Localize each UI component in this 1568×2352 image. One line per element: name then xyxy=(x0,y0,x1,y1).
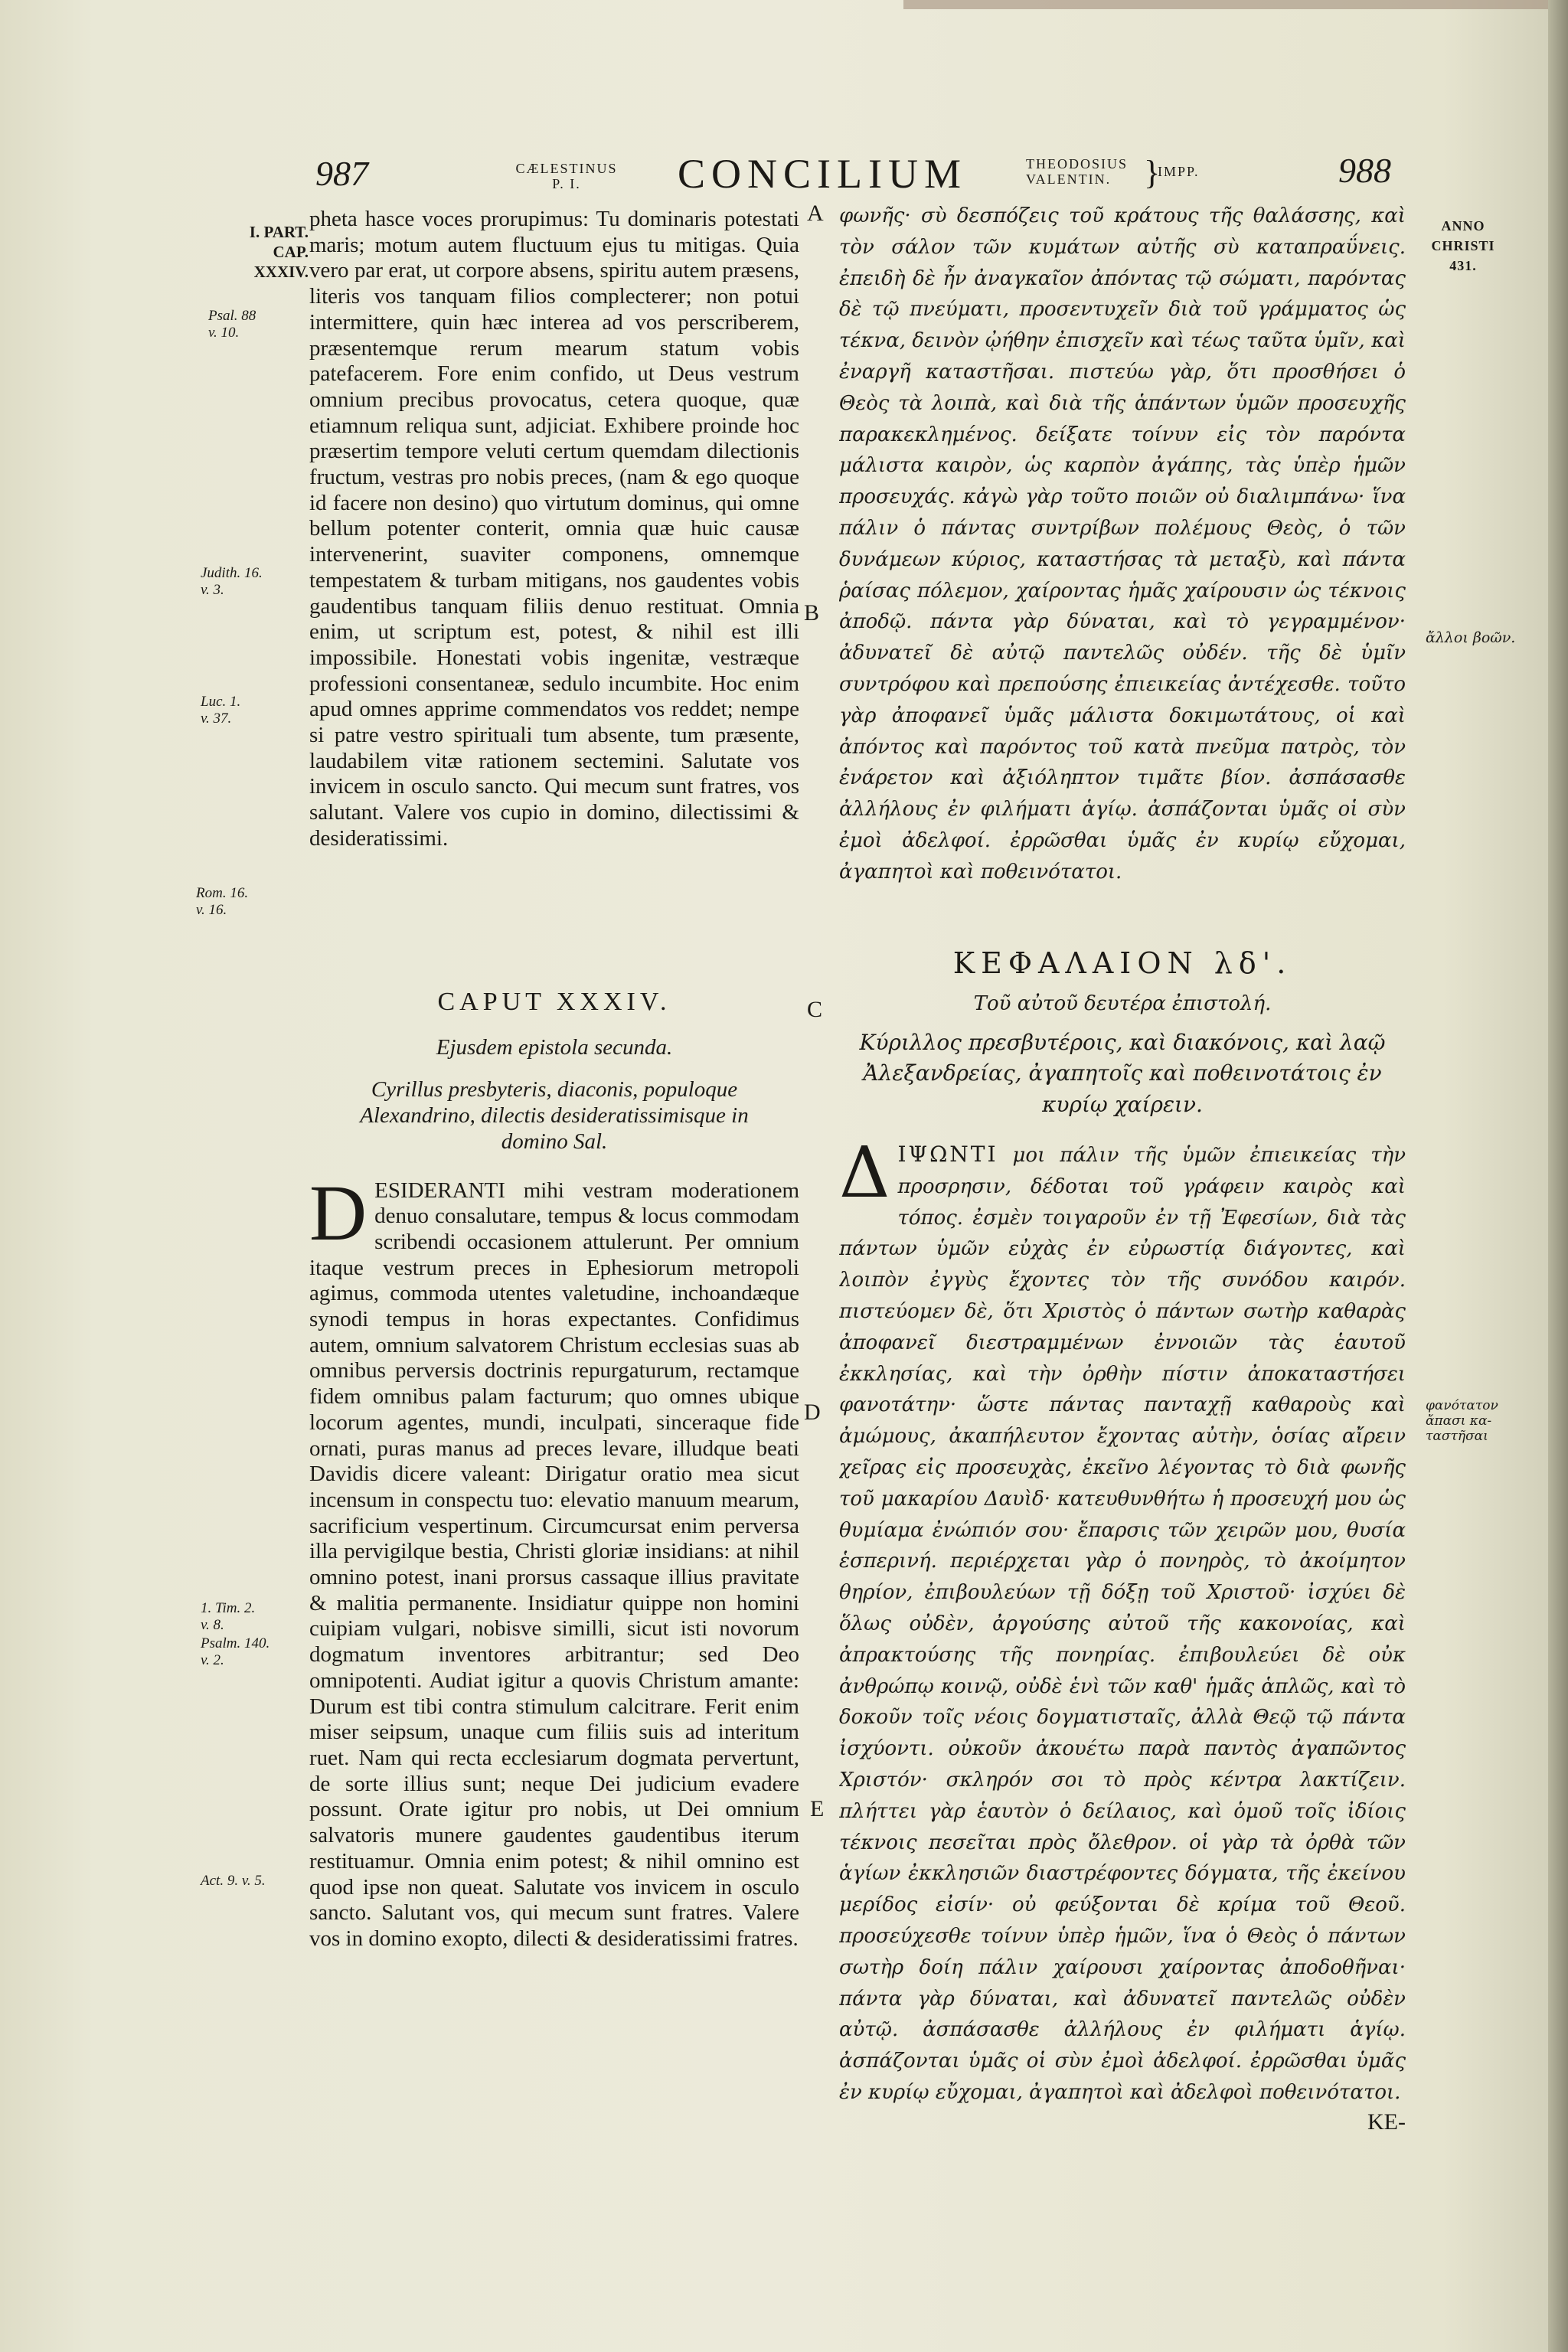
greek-column xyxy=(839,201,1406,2138)
greek-chapter-heading: ΚΕΦΑΛΑΙΟΝ λδ'. xyxy=(952,946,1292,980)
section-letter-c: C xyxy=(807,997,823,1022)
margin-ref-verse: v. 10. xyxy=(208,325,240,341)
margin-note-line: ἄπασι κα- xyxy=(1426,1413,1492,1429)
margin-variant-note-2 xyxy=(1426,1398,1498,1444)
margin-ref-verse: v. 37. xyxy=(201,710,232,727)
margin-ref-judith xyxy=(201,565,263,599)
margin-ref-acts: Act. 9. v. 5. xyxy=(201,1873,266,1889)
running-title: CONCILIUM xyxy=(678,151,967,197)
pope-name-text: CÆLESTINUS xyxy=(515,161,618,176)
margin-ref-text: Rom. 16. xyxy=(196,885,249,901)
section-letter-e: E xyxy=(810,1796,825,1821)
page-edge xyxy=(1548,0,1568,2352)
margin-anno: ANNO xyxy=(1441,218,1485,234)
margin-part: I. PART. xyxy=(249,223,309,241)
latin-paragraph-2: ESIDERANTI mihi vestram moderationem denuo consalutare, tempus & locus commodam scribendi occasionem attulerunt. Per omnium itaque vestrum preces in Ephesiorum metropoli agimus, commoda utentes valetudine, inchoandæque synodi tempus in horas expectantes. Confidimus autem, omnium salvatorem Christum ecclesias suas ab omnibus perversis doctrinis repurgaturum, rectamque fidem omnibus palam facturum; quo omnes ubique locorum agentes, mundi, inculpati, sinceraque fide ornati, puras manus ad preces levare, illudque beati Davidis dicere valeant: Dirigatur oratio mea sicut incensum in conspectu tuo: elevatio manuum mearum, sacrificium vespertinum. Circumcursat enim perversa illa pervigilque bestia, Christi gloriæ insidians: at nihil omnino potest, inani prorsus cassaque illius pravitate & malitia permanente. Insidiatur quippe non homini cuipiam vulgari, nobisve similli, sicut isti novorum dogmatum inventores arbitrantur; sed Deo omnipotenti. Audiat igitur a quovis Christum amante: Durum est tibi contra stimulum calcitrare. Ferit enim miser seipsum, unaque cum filiis suis ad interitum ruet. Nam qui recta ecclesiarum dogmata pervertunt, de sorte illius sunt; neque Dei judicium evadere possunt. Orate igitur pro nobis, ut Dei omnium salvatoris munere gaudentes gaudentibus iterum restituamur. Omnia enim potest; & nihil omnino est quod ipse non queat. Salutate vos invicem in osculo sancto. Salutant vos, qui mecum sunt fratres. Valere vos in domino exopto, dilecti & desideratissimi fratres. xyxy=(309,1178,799,1951)
margin-christi: CHRISTI xyxy=(1431,238,1495,253)
page-top-stain xyxy=(903,0,1548,9)
caput-title: CAPUT XXXIV. xyxy=(437,988,671,1016)
greek-dropcap: Δ xyxy=(839,1138,890,1214)
margin-anno-christi xyxy=(1421,216,1505,276)
margin-part-chapter xyxy=(198,222,309,282)
greek-opening-caps: ΙΨΩΝΤΙ xyxy=(897,1141,998,1167)
margin-variant-note: ἄλλοι βοῶν. xyxy=(1426,629,1516,646)
greek-body xyxy=(839,1139,1406,2104)
greek-paragraph-2: μοι πάλιν τῆς ὑμῶν ἐπιεικείας τὴν προσρησιν, δέδοται τοῦ γράφειν καιρὸς καὶ τόπος. ἐσμὲν τοιγαροῦν ἐν τῇ Ἐφεσίων, διὰ τὰς πάντων ὑμῶν εὐχὰς ἐν εὐρωστίᾳ διάγοντες, καὶ λοιπὸν ἐγγὺς ἔχοντες τὸν τῆς συνόδου καιρόν. πιστεύομεν δὲ, ὅτι Χριστὸς ὁ πάντων σωτὴρ καθαρὰς ἀποφανεῖ διεστραμμένων ἐννοιῶν τὰς ἑαυτοῦ ἐκκλησίας, καὶ τὴν ὀρθὴν πίστιν ἀποκαταστήσει φανοτάτην· ὥστε πάντας πανταχῇ καθαροὺς καὶ ἀμώμους, ἀκαπήλευτον ἔχοντας αὐτὴν, ὁσίας αἴρειν χεῖρας εἰς προσευχὰς, ἐκεῖνο λέγοντας τὸ διὰ φωνῆς τοῦ μακαρίου Δαυὶδ· κατευθυνθήτω ἡ προσευχή μου ὡς θυμίαμα ἐνώπιόν σου· ἔπαρσις τῶν χειρῶν μου, θυσία ἑσπερινή. περιέρχεται γὰρ ὁ πονηρὸς, τὸ ἀκοίμητον θηρίον, ἐπιβουλεύων τῇ δόξῃ τοῦ Χριστοῦ· ἰσχύει δὲ ὅλως οὐδὲν, ἀργούσης αὐτοῦ τῆς κακονοίας, καὶ ἀπρακτούσης τῆς πονηρίας. ἐπιβουλεύει δὲ οὐκ ἀνθρώπῳ κοινῷ, οὐδὲ ἑνὶ τῶν καθ' ἡμᾶς ἁπλῶς, καὶ τὸ δοκοῦν τοῖς νέοις δογματισταῖς, ἀλλὰ Θεῷ τῷ πάντα ἰσχύοντι. οὐκοῦν ἀκουέτω παρὰ παντὸς ἀγαπῶντος Χριστόν· σκληρόν σοι τὸ πρὸς κέντρα λακτίζειν. πλήττει γὰρ ἑαυτὸν ὁ δείλαιος, καὶ ὁμοῦ τοῖς ἰδίοις τέκνοις πεσεῖται πρὸς ὄλεθρον. οἱ γὰρ τὰ ὀρθὰ τῶν ἁγίων ἐκκλησιῶν διαστρέφοντες δόγματα, τῆς ἐκείνου μερίδος εἰσίν· οὐ φεύξονται δὲ κρίμα τοῦ Θεοῦ. προσεύχεσθε τοίνυν ὑπὲρ ἡμῶν, ἵνα ὁ Θεὸς ὁ πάντων σωτὴρ δοίη πάλιν χαίρουσι χαίροντας ἀποδοθῆναι· πάντα γὰρ δύναται, καὶ ἀδυνατεῖ παντελῶς οὐδὲν αὐτῷ. ἀσπάσασθε ἀλλήλους ἐν φιλήματι ἁγίῳ. ἀσπάζονται ὑμᾶς οἱ σὺν ἐμοὶ ἀδελφοί. ἐρρῶσθαι ὑμᾶς ἐν κυρίῳ εὔχομαι, ἀγαπητοὶ καὶ ἀδελφοὶ ποθεινότατοι. xyxy=(839,1143,1406,2104)
brace-glyph: } xyxy=(1144,154,1161,191)
section-letter-a: A xyxy=(807,201,824,226)
margin-ref-psalm88 xyxy=(208,308,256,341)
margin-ref-verse: v. 8. xyxy=(201,1617,224,1633)
margin-cap-number: XXXIV. xyxy=(253,263,309,281)
imperatores: IMPP. xyxy=(1158,164,1200,179)
pope-suffix: P. I. xyxy=(552,176,581,191)
greek-salutation: Κύριλλος πρεσβυτέροις, καὶ διακόνοις, καὶ λαῷ Ἀλεξανδρείας, ἀγαπητοῖς καὶ ποθεινοτάτοις ἐν κυρίῳ χαίρειν. xyxy=(859,1029,1386,1118)
margin-note-line: ταστῆσαι xyxy=(1426,1429,1488,1444)
margin-note-line: φανότατον xyxy=(1426,1398,1498,1413)
section-letter-d: D xyxy=(804,1400,821,1425)
margin-ref-text: Judith. 16. xyxy=(201,565,263,581)
greek-paragraph-1: φωνῆς· σὺ δεσπόζεις τοῦ κράτους τῆς θαλάσσης, καὶ τὸν σάλον τῶν κυμάτων αὐτῆς σὺ καταπραΰνεις. ἐπειδὴ δὲ ἦν ἀναγκαῖον ἀπόντας τῷ σώματι, παρόντας δὲ τῷ πνεύματι, προσεντυχεῖν διὰ τοῦ γράμματος ὡς τέκνα, δεινὸν ᾠήθην ἐπισχεῖν καὶ τέως ταῦτα ὑμῖν, καὶ ἐναργῆ καταστῆσαι. πιστεύω γὰρ, ὅτι προσθήσει ὁ Θεὸς τὰ λοιπὰ, καὶ διὰ τῆς ἁπάντων ὑμῶν προσευχῆς παρακεκλημένος. δείξατε τοίνυν εἰς τὸν παρόντα μάλιστα καιρὸν, ὡς καρπὸν ἀγάπης, τὰς ὑπὲρ ἡμῶν προσευχάς. κἀγὼ γὰρ τοῦτο ποιῶν οὐ διαλιμπάνω· ἵνα πάλιν ὁ πάντας συντρίβων πολέμους Θεὸς, ὁ τῶν δυνάμεων κύριος, καταστήσας τὰ μεταξὺ, καὶ πάντα ῥαίσας πόλεμον, χαίροντας ἡμᾶς χαίρουσιν ὡς τέκνοις ἀποδῷ. πάντα γὰρ δύναται, καὶ τὸ γεγραμμένον· ἀδυνατεῖ δὲ αὐτῷ παντελῶς οὐδέν. τῆς δὲ ὑμῖν συντρόφου καὶ πρεπούσης ἐπιεικείας ἀντέχεσθε. τοῦτο γὰρ ἀποφανεῖ ὑμᾶς μάλιστα δοκιμωτάτους, οἱ καὶ ἀπόντος καὶ παρόντος τοῦ κατὰ πνεῦμα πατρὸς, τὸν ἐνάρετον καὶ ἀξιόληπτον τιμᾶτε βίον. ἀσπάσασθε ἀλλήλους ἐν φιλήματι ἁγίῳ. ἀσπάζονται ὑμᾶς οἱ σὺν ἐμοὶ ἀδελφοί. ἐρρῶσθαι ὑμᾶς ἐν κυρίῳ εὔχομαι, ἀγαπητοὶ καὶ ποθεινότατοι. xyxy=(839,204,1406,884)
emperor-2: VALENTIN. xyxy=(1026,172,1112,187)
caput-subtitle: Ejusdem epistola secunda. xyxy=(436,1034,673,1060)
latin-body xyxy=(309,1178,799,2091)
margin-ref-verse: v. 3. xyxy=(201,582,224,598)
latin-salutation: Cyrillus presbyteris, diaconis, populoque Alexandrino, dilectis desideratissimisque in domino Sal. xyxy=(360,1077,749,1154)
margin-year: 431. xyxy=(1449,258,1477,273)
margin-ref-timothy xyxy=(201,1600,255,1634)
margin-ref-romans xyxy=(196,885,248,919)
latin-dropcap: D xyxy=(309,1178,368,1257)
section-letter-b: B xyxy=(804,600,820,626)
margin-cap: CAP. xyxy=(273,243,309,261)
latin-column xyxy=(309,207,799,2091)
margin-ref-psalm140 xyxy=(201,1635,270,1669)
left-page-number: 987 xyxy=(315,154,368,193)
margin-ref-text: 1. Tim. 2. xyxy=(201,1600,256,1616)
margin-ref-text: Luc. 1. xyxy=(201,694,241,710)
margin-ref-verse: v. 16. xyxy=(196,902,227,918)
margin-ref-text: Psalm. 140. xyxy=(201,1635,270,1651)
catchword: KE- xyxy=(1367,2109,1406,2135)
margin-ref-verse: v. 2. xyxy=(201,1652,224,1668)
latin-paragraph-1: pheta hasce voces prorupimus: Tu dominaris potestati maris; motum autem fluctuum ejus tu mitigas. Quia vero par erat, ut corpore absens, spiritu autem præsens, literis vos tanquam filios complecterer; non potui intermittere, quin hæc interea ad vos perscriberem, præsentemque rerum mearum statum vobis patefacerem. Fore enim confido, ut Deus vestrum omnium precibus provocatus, cetera quoque, quæ etiamnum reliqua sunt, adjiciat. Exhibere proinde hoc præsertim tempore veluti certum quemdam dilectionis fructum, vestras pro nobis preces, (nam & ego quoque id facere non desino) quo virtutum dominus, qui omne bellum potenter conterit, omnia quæ huic causæ intervenerint, suaviter componens, omnemque tempestatem & turbam mitigans, nos gaudentes vobis gaudentibus tanquam filiis denuo restituat. Omnia enim, ut scriptum est, potest, & nihil est illi impossibile. Honestati vobis ingenitæ, vestræque professioni consentaneæ, sedulo incumbite. Hoc enim apud omnes apprime commendatos vos reddet; nempe si patre vestro spirituali tum absente, tum præsente, laudabilem vitæ rationem sectemini. Salutate vos invicem in osculo sancto. Qui mecum sunt fratres, vos salutant. Valere vos cupio in domino, dilectissimi & desideratissimi. xyxy=(309,207,799,851)
emperor-1: THEODOSIUS xyxy=(1026,156,1129,172)
right-page-number: 988 xyxy=(1338,151,1391,190)
greek-subheading: Τοῦ αὐτοῦ δευτέρα ἐπιστολή. xyxy=(973,991,1272,1015)
margin-ref-text: Psal. 88 xyxy=(208,308,256,324)
margin-ref-luke xyxy=(201,694,240,727)
